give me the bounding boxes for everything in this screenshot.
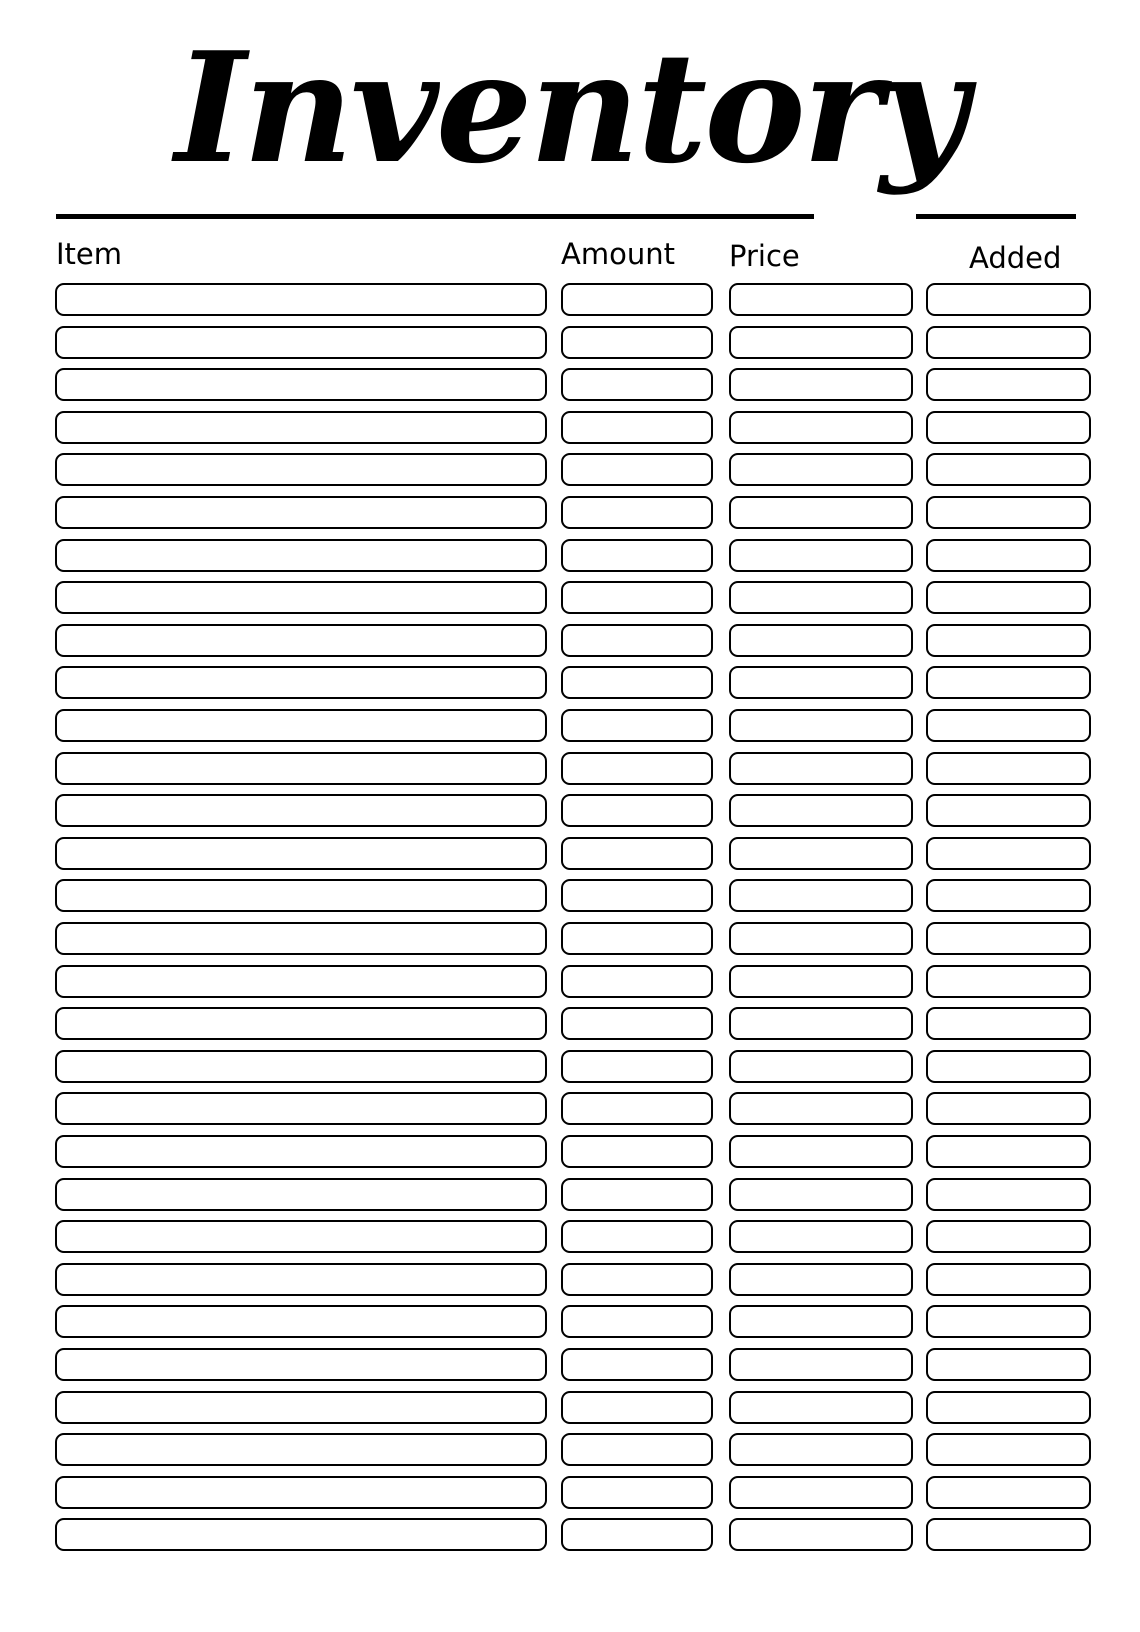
table-row <box>0 1433 1140 1466</box>
amount-field[interactable] <box>561 1050 713 1083</box>
price-field[interactable] <box>729 1007 913 1040</box>
added-field[interactable] <box>926 752 1091 785</box>
amount-field[interactable] <box>561 922 713 955</box>
price-field[interactable] <box>729 1092 913 1125</box>
added-field[interactable] <box>926 283 1091 316</box>
added-field[interactable] <box>926 539 1091 572</box>
table-row <box>0 624 1140 657</box>
amount-field[interactable] <box>561 581 713 614</box>
title-rule-left <box>56 214 814 219</box>
added-field[interactable] <box>926 411 1091 444</box>
table-row <box>0 368 1140 401</box>
added-field[interactable] <box>926 1433 1091 1466</box>
added-field[interactable] <box>926 368 1091 401</box>
item-field[interactable] <box>55 1178 547 1211</box>
amount-field[interactable] <box>561 411 713 444</box>
item-field[interactable] <box>55 922 547 955</box>
added-field[interactable] <box>926 879 1091 912</box>
item-field[interactable] <box>55 666 547 699</box>
price-field[interactable] <box>729 1263 913 1296</box>
item-field[interactable] <box>55 794 547 827</box>
amount-field[interactable] <box>561 1391 713 1424</box>
added-field[interactable] <box>926 794 1091 827</box>
price-field[interactable] <box>729 1348 913 1381</box>
price-field[interactable] <box>729 922 913 955</box>
added-field[interactable] <box>926 1263 1091 1296</box>
item-field[interactable] <box>55 1050 547 1083</box>
amount-field[interactable] <box>561 794 713 827</box>
table-row <box>0 1050 1140 1083</box>
price-field[interactable] <box>729 283 913 316</box>
table-row <box>0 1135 1140 1168</box>
added-field[interactable] <box>926 1348 1091 1381</box>
price-field[interactable] <box>729 1220 913 1253</box>
added-field[interactable] <box>926 965 1091 998</box>
item-field[interactable] <box>55 965 547 998</box>
added-field[interactable] <box>926 1178 1091 1211</box>
table-row <box>0 666 1140 699</box>
amount-field[interactable] <box>561 453 713 486</box>
table-row <box>0 965 1140 998</box>
amount-field[interactable] <box>561 1305 713 1338</box>
price-field[interactable] <box>729 794 913 827</box>
added-field[interactable] <box>926 453 1091 486</box>
added-field[interactable] <box>926 837 1091 870</box>
amount-field[interactable] <box>561 752 713 785</box>
price-field[interactable] <box>729 496 913 529</box>
table-row <box>0 922 1140 955</box>
table-row <box>0 1476 1140 1509</box>
table-row <box>0 326 1140 359</box>
added-field[interactable] <box>926 666 1091 699</box>
column-header-amount: Amount <box>561 237 675 271</box>
amount-field[interactable] <box>561 1092 713 1125</box>
item-field[interactable] <box>55 1220 547 1253</box>
amount-field[interactable] <box>561 1178 713 1211</box>
price-field[interactable] <box>729 1476 913 1509</box>
added-field[interactable] <box>926 496 1091 529</box>
price-field[interactable] <box>729 411 913 444</box>
added-field[interactable] <box>926 581 1091 614</box>
amount-field[interactable] <box>561 1518 713 1551</box>
item-field[interactable] <box>55 496 547 529</box>
added-field[interactable] <box>926 1476 1091 1509</box>
amount-field[interactable] <box>561 624 713 657</box>
column-header-price: Price <box>729 239 800 273</box>
item-field[interactable] <box>55 837 547 870</box>
amount-field[interactable] <box>561 539 713 572</box>
item-field[interactable] <box>55 453 547 486</box>
price-field[interactable] <box>729 453 913 486</box>
added-field[interactable] <box>926 922 1091 955</box>
amount-field[interactable] <box>561 879 713 912</box>
item-field[interactable] <box>55 1391 547 1424</box>
item-field[interactable] <box>55 1433 547 1466</box>
amount-field[interactable] <box>561 1476 713 1509</box>
item-field[interactable] <box>55 1092 547 1125</box>
added-field[interactable] <box>926 624 1091 657</box>
price-field[interactable] <box>729 624 913 657</box>
item-field[interactable] <box>55 411 547 444</box>
table-row <box>0 411 1140 444</box>
added-field[interactable] <box>926 1050 1091 1083</box>
table-row <box>0 1178 1140 1211</box>
item-field[interactable] <box>55 1518 547 1551</box>
added-field[interactable] <box>926 1220 1091 1253</box>
item-field[interactable] <box>55 283 547 316</box>
item-field[interactable] <box>55 624 547 657</box>
item-field[interactable] <box>55 539 547 572</box>
amount-field[interactable] <box>561 283 713 316</box>
table-row <box>0 752 1140 785</box>
table-row <box>0 1348 1140 1381</box>
amount-field[interactable] <box>561 1135 713 1168</box>
table-row <box>0 581 1140 614</box>
price-field[interactable] <box>729 752 913 785</box>
price-field[interactable] <box>729 837 913 870</box>
amount-field[interactable] <box>561 837 713 870</box>
item-field[interactable] <box>55 709 547 742</box>
price-field[interactable] <box>729 1178 913 1211</box>
table-row <box>0 1263 1140 1296</box>
table-row <box>0 1305 1140 1338</box>
price-field[interactable] <box>729 1305 913 1338</box>
amount-field[interactable] <box>561 1007 713 1040</box>
added-field[interactable] <box>926 1305 1091 1338</box>
amount-field[interactable] <box>561 1220 713 1253</box>
price-field[interactable] <box>729 879 913 912</box>
added-field[interactable] <box>926 1518 1091 1551</box>
table-row <box>0 709 1140 742</box>
table-row <box>0 1007 1140 1040</box>
title-rule-right <box>916 214 1076 219</box>
item-field[interactable] <box>55 1476 547 1509</box>
table-row <box>0 1518 1140 1551</box>
price-field[interactable] <box>729 326 913 359</box>
table-row <box>0 879 1140 912</box>
table-row <box>0 539 1140 572</box>
added-field[interactable] <box>926 1135 1091 1168</box>
added-field[interactable] <box>926 326 1091 359</box>
amount-field[interactable] <box>561 666 713 699</box>
amount-field[interactable] <box>561 1433 713 1466</box>
price-field[interactable] <box>729 1135 913 1168</box>
item-field[interactable] <box>55 752 547 785</box>
table-row <box>0 283 1140 316</box>
table-row <box>0 1391 1140 1424</box>
price-field[interactable] <box>729 965 913 998</box>
table-row <box>0 453 1140 486</box>
added-field[interactable] <box>926 709 1091 742</box>
item-field[interactable] <box>55 326 547 359</box>
column-header-item: Item <box>56 237 123 271</box>
price-field[interactable] <box>729 581 913 614</box>
item-field[interactable] <box>55 581 547 614</box>
price-field[interactable] <box>729 1050 913 1083</box>
price-field[interactable] <box>729 1518 913 1551</box>
price-field[interactable] <box>729 1433 913 1466</box>
item-field[interactable] <box>55 368 547 401</box>
added-field[interactable] <box>926 1092 1091 1125</box>
item-field[interactable] <box>55 1135 547 1168</box>
price-field[interactable] <box>729 539 913 572</box>
table-row <box>0 496 1140 529</box>
item-field[interactable] <box>55 1263 547 1296</box>
item-field[interactable] <box>55 1007 547 1040</box>
column-header-added: Added <box>969 241 1062 275</box>
item-field[interactable] <box>55 879 547 912</box>
price-field[interactable] <box>729 368 913 401</box>
price-field[interactable] <box>729 709 913 742</box>
amount-field[interactable] <box>561 965 713 998</box>
table-row <box>0 1092 1140 1125</box>
page-title: Inventory <box>174 18 966 197</box>
added-field[interactable] <box>926 1391 1091 1424</box>
amount-field[interactable] <box>561 1263 713 1296</box>
table-row <box>0 837 1140 870</box>
amount-field[interactable] <box>561 709 713 742</box>
price-field[interactable] <box>729 1391 913 1424</box>
item-field[interactable] <box>55 1348 547 1381</box>
amount-field[interactable] <box>561 368 713 401</box>
price-field[interactable] <box>729 666 913 699</box>
amount-field[interactable] <box>561 326 713 359</box>
table-row <box>0 1220 1140 1253</box>
amount-field[interactable] <box>561 1348 713 1381</box>
item-field[interactable] <box>55 1305 547 1338</box>
amount-field[interactable] <box>561 496 713 529</box>
table-row <box>0 794 1140 827</box>
added-field[interactable] <box>926 1007 1091 1040</box>
